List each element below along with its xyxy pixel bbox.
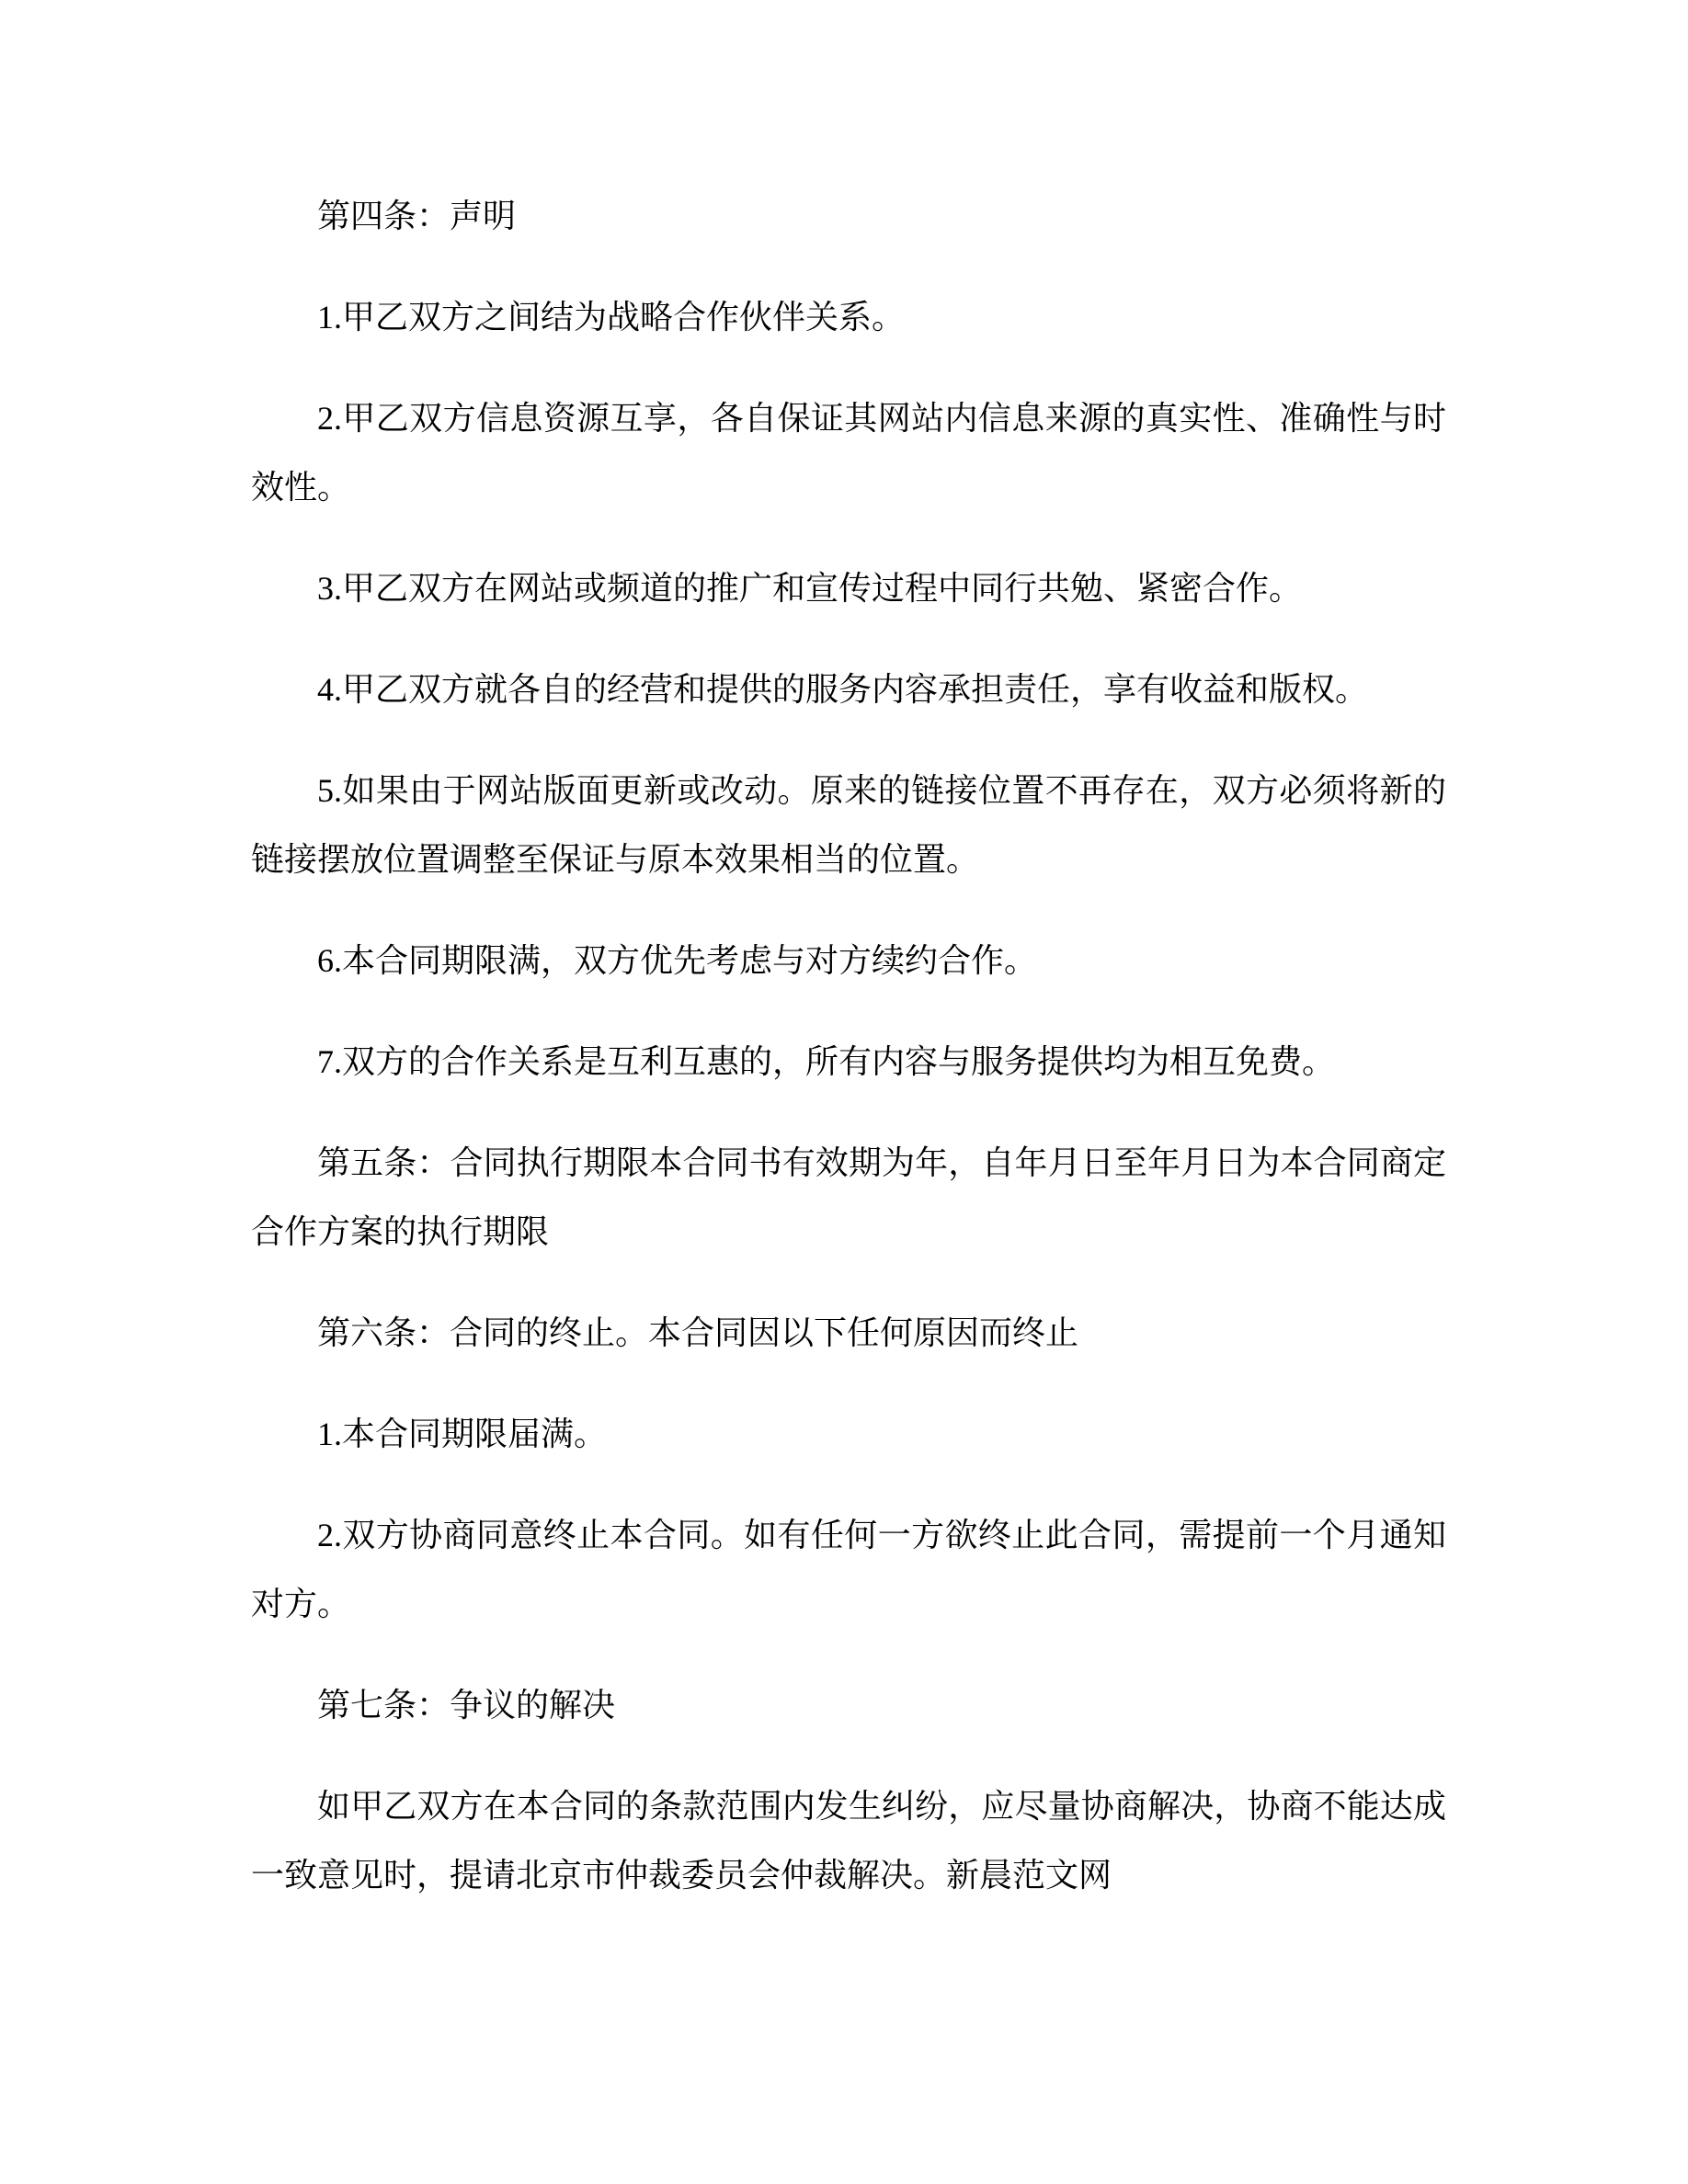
clause-4-heading: 第四条：声明 <box>317 198 517 234</box>
clause-6-heading: 第六条：合同的终止。本合同因以下任何原因而终止 <box>317 1314 1079 1351</box>
clause-4-item-1: 1.甲乙双方之间结为战略合作伙伴关系。 <box>317 299 906 336</box>
clause-4-item-6: 6.本合同期限满，双方优先考虑与对方续约合作。 <box>317 942 1038 979</box>
clause-4-item-3: 3.甲乙双方在网站或频道的推广和宣传过程中同行共勉、紧密合作。 <box>317 570 1303 607</box>
clause-4-item-2: 2.甲乙双方信息资源互享，各自保证其网站内信息来源的真实性、准确性与时效性。 <box>251 400 1446 506</box>
clause-6-item-1: 1.本合同期限届满。 <box>317 1416 608 1452</box>
clause-7-heading: 第七条：争议的解决 <box>317 1687 616 1723</box>
clause-6-item-2: 2.双方协商同意终止本合同。如有任何一方欲终止此合同，需提前一个月通知对方。 <box>251 1517 1446 1622</box>
clause-4-item-7: 7.双方的合作关系是互利互惠的，所有内容与服务提供均为相互免费。 <box>317 1043 1336 1080</box>
clause-5-paragraph: 第五条：合同执行期限本合同书有效期为年，自年月日至年月日为本合同商定合作方案的执行期限 <box>251 1144 1446 1250</box>
clause-4-item-5: 5.如果由于网站版面更新或改动。原来的链接位置不再存在，双方必须将新的链接摆放位置调整至保证与原本效果相当的位置。 <box>251 772 1446 878</box>
clause-4-item-4: 4.甲乙双方就各自的经营和提供的服务内容承担责任，享有收益和版权。 <box>317 671 1369 708</box>
clause-7-dispute-paragraph: 如甲乙双方在本合同的条款范围内发生纠纷，应尽量协商解决，协商不能达成一致意见时，提请北京市仲裁委员会仲裁解决。新晨范文网 <box>251 1788 1446 1894</box>
